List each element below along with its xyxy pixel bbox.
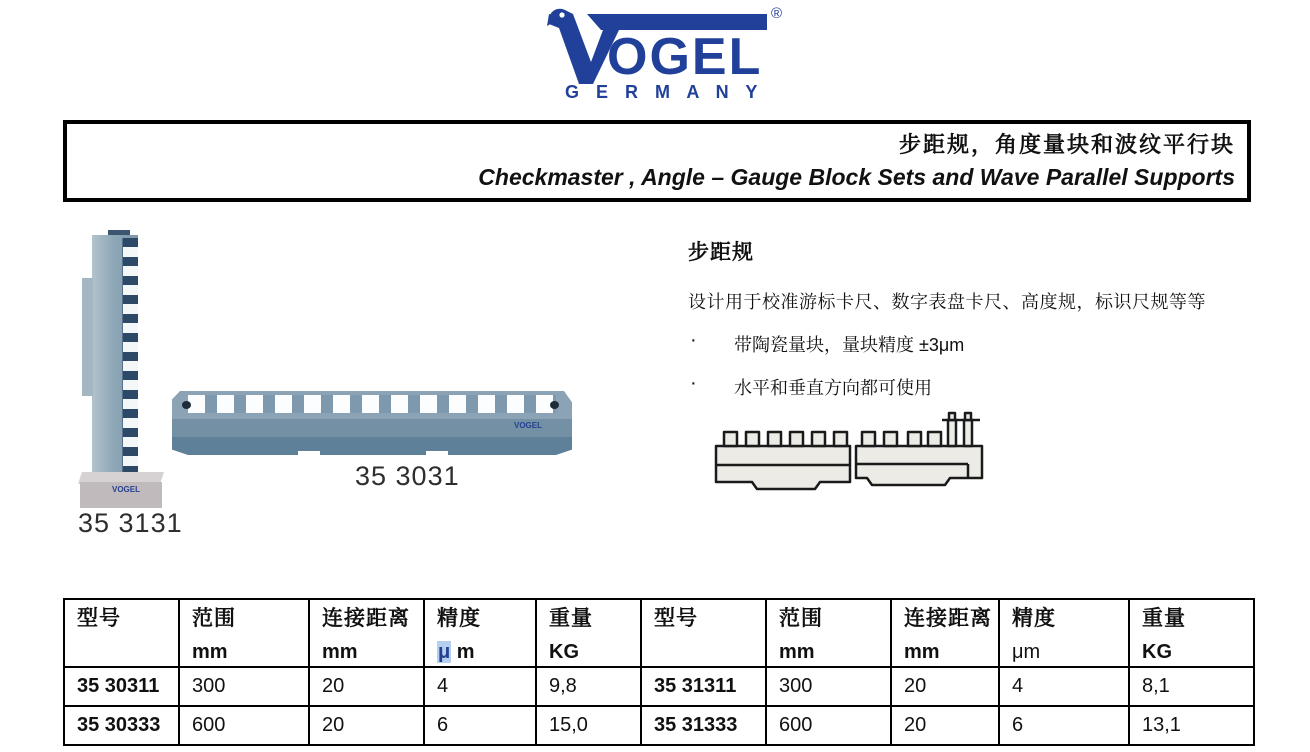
product-image-vertical [78, 230, 178, 510]
vogel-logo-graphic [535, 2, 785, 102]
product-caption-vertical: 35 3131 [78, 508, 183, 538]
table-header-row [64, 599, 1254, 667]
table-row [64, 667, 1254, 706]
highlighted-mu: μ [438, 641, 451, 663]
banner-title-zh: 步距规，角度量块和波纹平行块 [898, 132, 1235, 157]
value-cell: 300 [179, 667, 309, 706]
foot-notch [298, 451, 320, 457]
value-cell: 4 [424, 667, 536, 706]
connector-screw [949, 413, 955, 420]
column-header-4: 重量 KG [536, 599, 641, 667]
bullet-dot-icon: · [690, 329, 697, 351]
product-caption-horizontal: 35 3031 [355, 461, 460, 491]
connector-post [948, 420, 956, 446]
column-header-9: 重量 KG [1129, 599, 1254, 667]
value-cell: 13,1 [1129, 706, 1254, 745]
value-cell: 20 [891, 706, 999, 745]
gauge-steps [122, 238, 138, 474]
column-header-6: 范围 mm [766, 599, 891, 667]
column-header-0: 型号 [64, 599, 179, 667]
logo-text: OGEL [607, 28, 763, 86]
model-cell: 35 30333 [64, 706, 179, 745]
screw-hole-left [182, 401, 191, 409]
table-row [64, 706, 1254, 745]
column-header-8: 精度 μm [999, 599, 1129, 667]
model-cell: 35 31311 [641, 667, 766, 706]
bullet-item: · 水平和垂直方向都可使用 [690, 372, 932, 398]
step-gauge-diagram [710, 408, 1000, 508]
value-cell: 20 [891, 667, 999, 706]
bar-mid-face [172, 419, 572, 437]
description-block [688, 236, 1298, 400]
connector-screw [965, 413, 971, 420]
base-brand-label: VOGEL [112, 485, 141, 494]
column-header-2: 连接距离 mm [309, 599, 424, 667]
value-cell: 15,0 [536, 706, 641, 745]
foot-notch [426, 451, 448, 457]
bar-bottom-face [172, 437, 572, 455]
screw-hole-right [550, 401, 559, 409]
bar-brand-label: VOGEL [514, 421, 543, 430]
value-cell: 300 [766, 667, 891, 706]
column-header-3: 精度 μ m [424, 599, 536, 667]
bullet-dot-icon: · [690, 372, 697, 394]
spec-table [63, 598, 1255, 746]
value-cell: 9,8 [536, 667, 641, 706]
model-cell: 35 31333 [641, 706, 766, 745]
value-cell: 4 [999, 667, 1129, 706]
connector-post [964, 420, 972, 446]
value-cell: 20 [309, 667, 424, 706]
value-cell: 8,1 [1129, 667, 1254, 706]
description-heading: 步距规 [688, 241, 754, 264]
model-cell: 35 30311 [64, 667, 179, 706]
value-cell: 600 [766, 706, 891, 745]
description-line: 设计用于校准游标卡尺、数字表盘卡尺、高度规，标识尺规等等 [688, 292, 1206, 312]
column-header-1: 范围 mm [179, 599, 309, 667]
value-cell: 20 [309, 706, 424, 745]
value-cell: 6 [424, 706, 536, 745]
value-cell: 6 [999, 706, 1129, 745]
product-image-horizontal [172, 391, 574, 463]
title-banner [63, 120, 1251, 202]
column-header-7: 连接距离 mm [891, 599, 999, 667]
gauge-blocks-row [188, 395, 556, 413]
diagram-right-body [856, 446, 982, 485]
registered-mark-icon: ® [771, 5, 783, 22]
column-flange [82, 278, 93, 396]
logo-country-text: G E R M A N Y [565, 82, 764, 102]
bird-eye-icon [559, 12, 564, 17]
value-cell: 600 [179, 706, 309, 745]
bullet-list [688, 331, 1298, 400]
banner-title-en: Checkmaster , Angle – Gauge Block Sets and Wave Parallel Supports [478, 164, 1235, 190]
vogel-logo [535, 2, 785, 102]
diagram-left-body [716, 446, 850, 489]
column-header-5: 型号 [641, 599, 766, 667]
bullet-item: · 带陶瓷量块，量块精度 ±3μm [690, 329, 965, 355]
